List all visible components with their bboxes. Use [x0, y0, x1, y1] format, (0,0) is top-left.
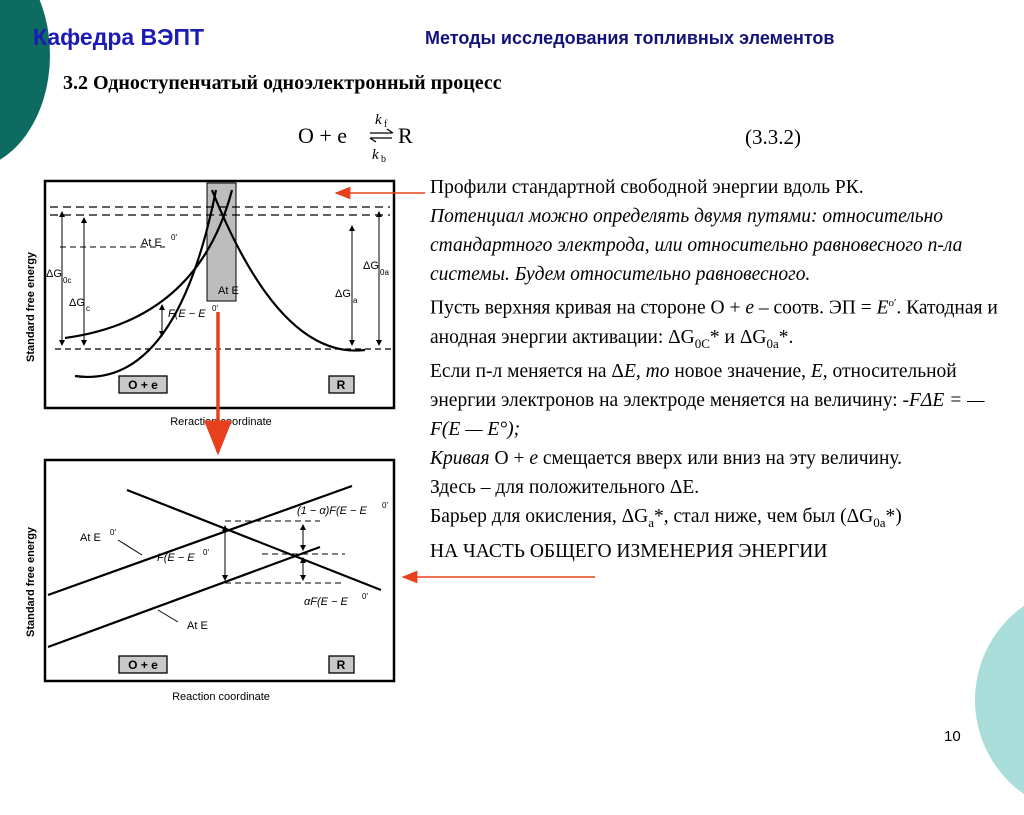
top-label-at-e: At E [218, 285, 239, 297]
text-p1: Профили стандартной свободной энергии вдоль РК. [430, 177, 864, 198]
bot-xlabel: Reaction coordinate [172, 691, 270, 703]
bot-label-one-minus-alpha-sup: 0′ [382, 501, 388, 510]
figure-top [25, 181, 394, 428]
top-label-dg0c-sub: 0c [63, 276, 72, 285]
top-label-dg0a-sub: 0a [380, 268, 389, 277]
top-ylabel: Standard free energy [25, 251, 37, 362]
top-label-f: F(E − E [168, 308, 206, 320]
bot-label-at-e0-sup: 0′ [110, 528, 116, 537]
top-label-at-e0-sup: 0′ [171, 233, 177, 242]
top-label-dga-sub: a [353, 296, 358, 305]
text-p3: Пусть верхняя кривая на стороне О + e – соотв. ЭП = $E^{o'}$. Катодная и анодная энергии активации: $\Delta G_{0C}*$ и $\Delta G_{0a}*$. [430, 297, 998, 351]
bot-label-f: F(E − E [157, 552, 195, 564]
figure-bottom-frame [45, 460, 394, 681]
text-p5: Кривая О + e смещается вверх или вниз на эту величину. [430, 448, 903, 470]
equation-kf: k [375, 112, 382, 128]
top-label-f-sup: 0′ [212, 304, 218, 313]
explanation-text [430, 173, 1005, 566]
header-department: Кафедра ВЭПТ [33, 24, 205, 50]
equation-kf-sub: f [384, 119, 388, 130]
bot-ylabel: Standard free energy [25, 526, 37, 637]
bot-label-alpha-sup: 0′ [362, 592, 368, 601]
bot-label-one-minus-alpha: (1 − α)F(E − E [297, 505, 367, 517]
top-label-dg0c: ΔG [46, 268, 62, 280]
text-p4: Если п-л меняется на ΔE, то новое значение, E, относительной энергии электронов на электроде меняется на величину: -FΔE = —F(E — E°); [430, 361, 985, 441]
bot-label-at-e: At E [187, 620, 208, 632]
figure-bottom [25, 460, 394, 703]
top-box-red-label: R [336, 378, 346, 392]
bot-box-ox-label: O + e [128, 658, 158, 672]
top-label-dgc-sub: c [86, 304, 90, 313]
header-course: Методы исследования топливных элементов [425, 28, 835, 48]
equation-kb-sub: b [381, 154, 386, 165]
page-number: 10 [944, 728, 961, 745]
bot-label-at-e0: At E [80, 532, 101, 544]
equation-left: O + e [298, 123, 348, 148]
equation-kb: k [372, 147, 379, 163]
bot-label-f-sup: 0′ [203, 548, 209, 557]
text-p6: Здесь – для положительного ΔE. [430, 477, 700, 499]
text-p8: НА ЧАСТЬ ОБЩЕГО ИЗМЕНЕРИЯ ЭНЕРГИИ [430, 541, 828, 563]
top-label-at-e0: At E [141, 237, 162, 249]
text-p7: Барьер для окисления, $\Delta G_a*$, стал ниже, чем был $(\Delta G_{0a}*)$ [430, 506, 902, 531]
equation-number: (3.3.2) [745, 125, 801, 149]
top-box-ox-label: O + e [128, 378, 158, 392]
top-label-dga: ΔG [335, 288, 351, 300]
equation-right: R [398, 123, 413, 148]
section-title: 3.2 Одноступенчатый одноэлектронный процесс [63, 72, 502, 94]
reaction-equation [298, 112, 413, 165]
bot-box-red-label: R [336, 658, 346, 672]
text-p2: Потенциал можно определять двумя путями: относительно стандартного электрода, или относительно равновесного п-ла системы. Будем относительно равновесного. [430, 206, 963, 285]
top-label-dg0a: ΔG [363, 260, 379, 272]
top-xlabel: Reraction coordinate [170, 416, 272, 428]
bot-label-alpha: αF(E − E [304, 596, 348, 608]
top-label-dgc: ΔG [69, 297, 85, 309]
